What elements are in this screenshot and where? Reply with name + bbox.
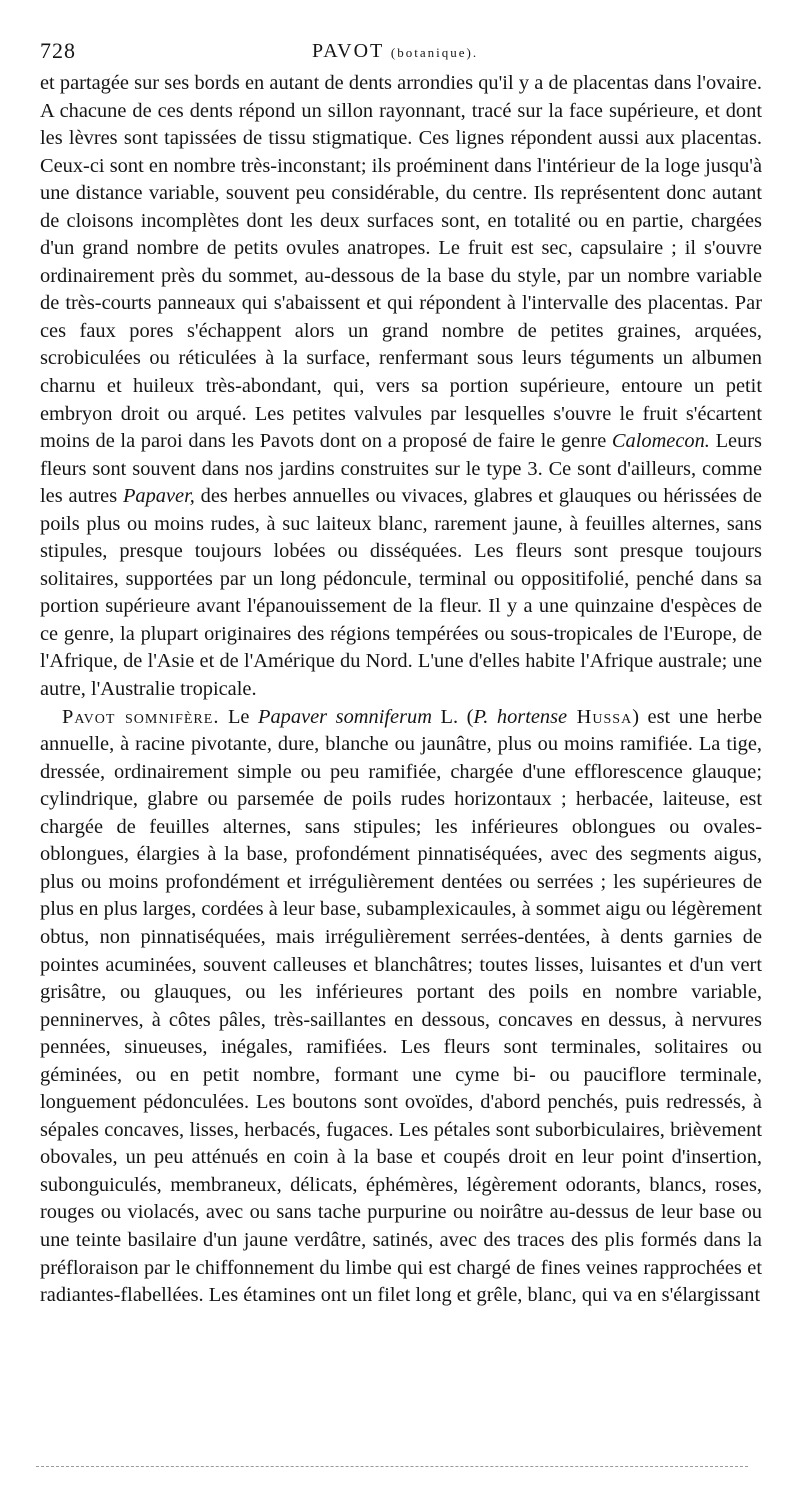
genus-calomecon: Calomecon. — [611, 430, 710, 453]
footer-rule — [36, 1466, 748, 1467]
paragraph-genus-text-b: Leurs fleurs sont souvent dans nos jardins construites sur le type 3. Ce sont d'ailleurs, comme les autres — [40, 430, 762, 508]
running-header — [30, 36, 762, 70]
running-title-main: PAVOT — [312, 40, 384, 62]
running-title-sub: (botanique). — [390, 45, 479, 60]
synonym-author: Hussa — [567, 705, 633, 728]
body-text — [30, 70, 762, 1310]
species-name: Papaver somniferum — [258, 705, 432, 728]
running-title — [312, 40, 478, 63]
paragraph-somnifere-text-a: Le — [219, 705, 259, 728]
genus-papaver: Papaver, — [122, 485, 195, 508]
page — [30, 36, 762, 1310]
paragraph-genus-text-c: des herbes annuelles ou vivaces, glabres et glauques ou hérissées de poils plus ou moins rudes, à suc laiteux blanc, rarement jaune, à feuilles alternes, sans stipules, presque toujours lobées ou disséquées. Les fleurs sont presque toujours solitaires, supportées par un long pédoncule, terminal ou oppositifolié, penché dans sa portion supérieure avant l'épanouissement de la fleur. Il y a une quinzaine d'espèces de ce genre, la plupart originaires des régions tempérées ou sous-tropicales de l'Europe, de l'Afrique, de l'Asie et de l'Amérique du Nord. L'une d'elles habite l'Afrique australe; une autre, l'Australie tropicale. — [40, 485, 762, 701]
paragraph-genus — [40, 70, 762, 704]
species-heading: Pavot somnifère. — [62, 705, 220, 728]
paragraph-genus-text-a: et partagée sur ses bords en autant de dents arrondies qu'il y a de placentas dans l'ovaire. A chacune de ces dents répond un sillon rayonnant, tracé sur la face supérieure, et dont les lèvres sont tapissées de tissu stigmatique. Ces lignes répondent aussi aux placentas. Ceux-ci sont en nombre très-inconstant; ils proéminent dans l'intérieur de la loge jusqu'à une distance variable, souvent peu considérable, du centre. Ils représentent donc autant de cloisons incomplètes dont les deux surfaces sont, en totalité ou en partie, chargées d'un grand nombre de petits ovules anatropes. Le fruit est sec, capsulaire ; il s'ouvre ordinairement près du sommet, au-dessous de la base du style, par un nombre variable de très-courts panneaux qui s'abaissent et qui répondent à l'intervalle des placentas. Par ces faux pores s'échappent alors un grand nombre de petites graines, arquées, scrobiculées ou réticulées à la surface, renfermant sous leurs téguments un albumen charnu et huileux très-abondant, qui, vers sa portion supérieure, entoure un petit embryon droit ou arqué. Les petites valvules par lesquelles s'ouvre le fruit s'écartent moins de la paroi dans les Pavots dont on a proposé de faire le genre — [40, 72, 762, 453]
paragraph-somnifere-text-b: L. ( — [431, 705, 474, 728]
paragraph-somnifere-text-c: ) est une herbe annuelle, à racine pivotante, dure, blanche ou jaunâtre, plus ou moins ramifiée. La tige, dressée, ordinairement simple ou peu ramifiée, chargée d'une efflorescence glauque; cylindrique, glabre ou parsemée de poils rudes horizontaux ; herbacée, laiteuse, est chargée de feuilles alternes, sans stipules; les inférieures oblongues ou ovales-oblongues, élargies à la base, profondément pinnatiséquées, avec des segments aigus, plus ou moins profondément et irrégulièrement dentées ou serrées ; les supérieures de plus en plus larges, cordées à leur base, subamplexicaules, à sommet aigu ou légèrement obtus, non pinnatiséquées, mais irrégulièrement serrées-dentées, à dents garnies de pointes acuminées, souvent calleuses et blanchâtres; toutes lisses, luisantes et d'un vert grisâtre, ou glauques, ou les inférieures portant des poils en nombre variable, penninerves, à côtes pâles, très-saillantes en dessous, concaves en dessus, à nervures pennées, sinueuses, inégales, ramifiées. Les fleurs sont terminales, solitaires ou géminées, ou en petit nombre, formant une cyme bi- ou pauciflore terminale, longuement pédonculées. Les boutons sont ovoïdes, d'abord penchés, puis redressés, à sépales concaves, lisses, herbacés, fugaces. Les pétales sont suborbiculaires, brièvement obovales, un peu atténués en coin à la base et coupés droit en leur point d'insertion, subonguiculés, membraneux, délicats, éphémères, légèrement odorants, blancs, roses, rouges ou violacés, avec ou sans tache purpurine ou noirâtre au-dessus de leur base ou une teinte basilaire d'un jaune verdâtre, satinés, avec des traces des plis formés dans la préfloraison par le chiffonnement du limbe qui est chargé de fines veines rapprochées et radiantes-flabellées. Les étamines ont un filet long et grêle, blanc, qui va en s'élargissant — [40, 705, 762, 1307]
synonym-name: P. hortense — [473, 705, 568, 728]
paragraph-somnifere — [40, 704, 762, 1310]
page-number: 728 — [40, 38, 76, 63]
